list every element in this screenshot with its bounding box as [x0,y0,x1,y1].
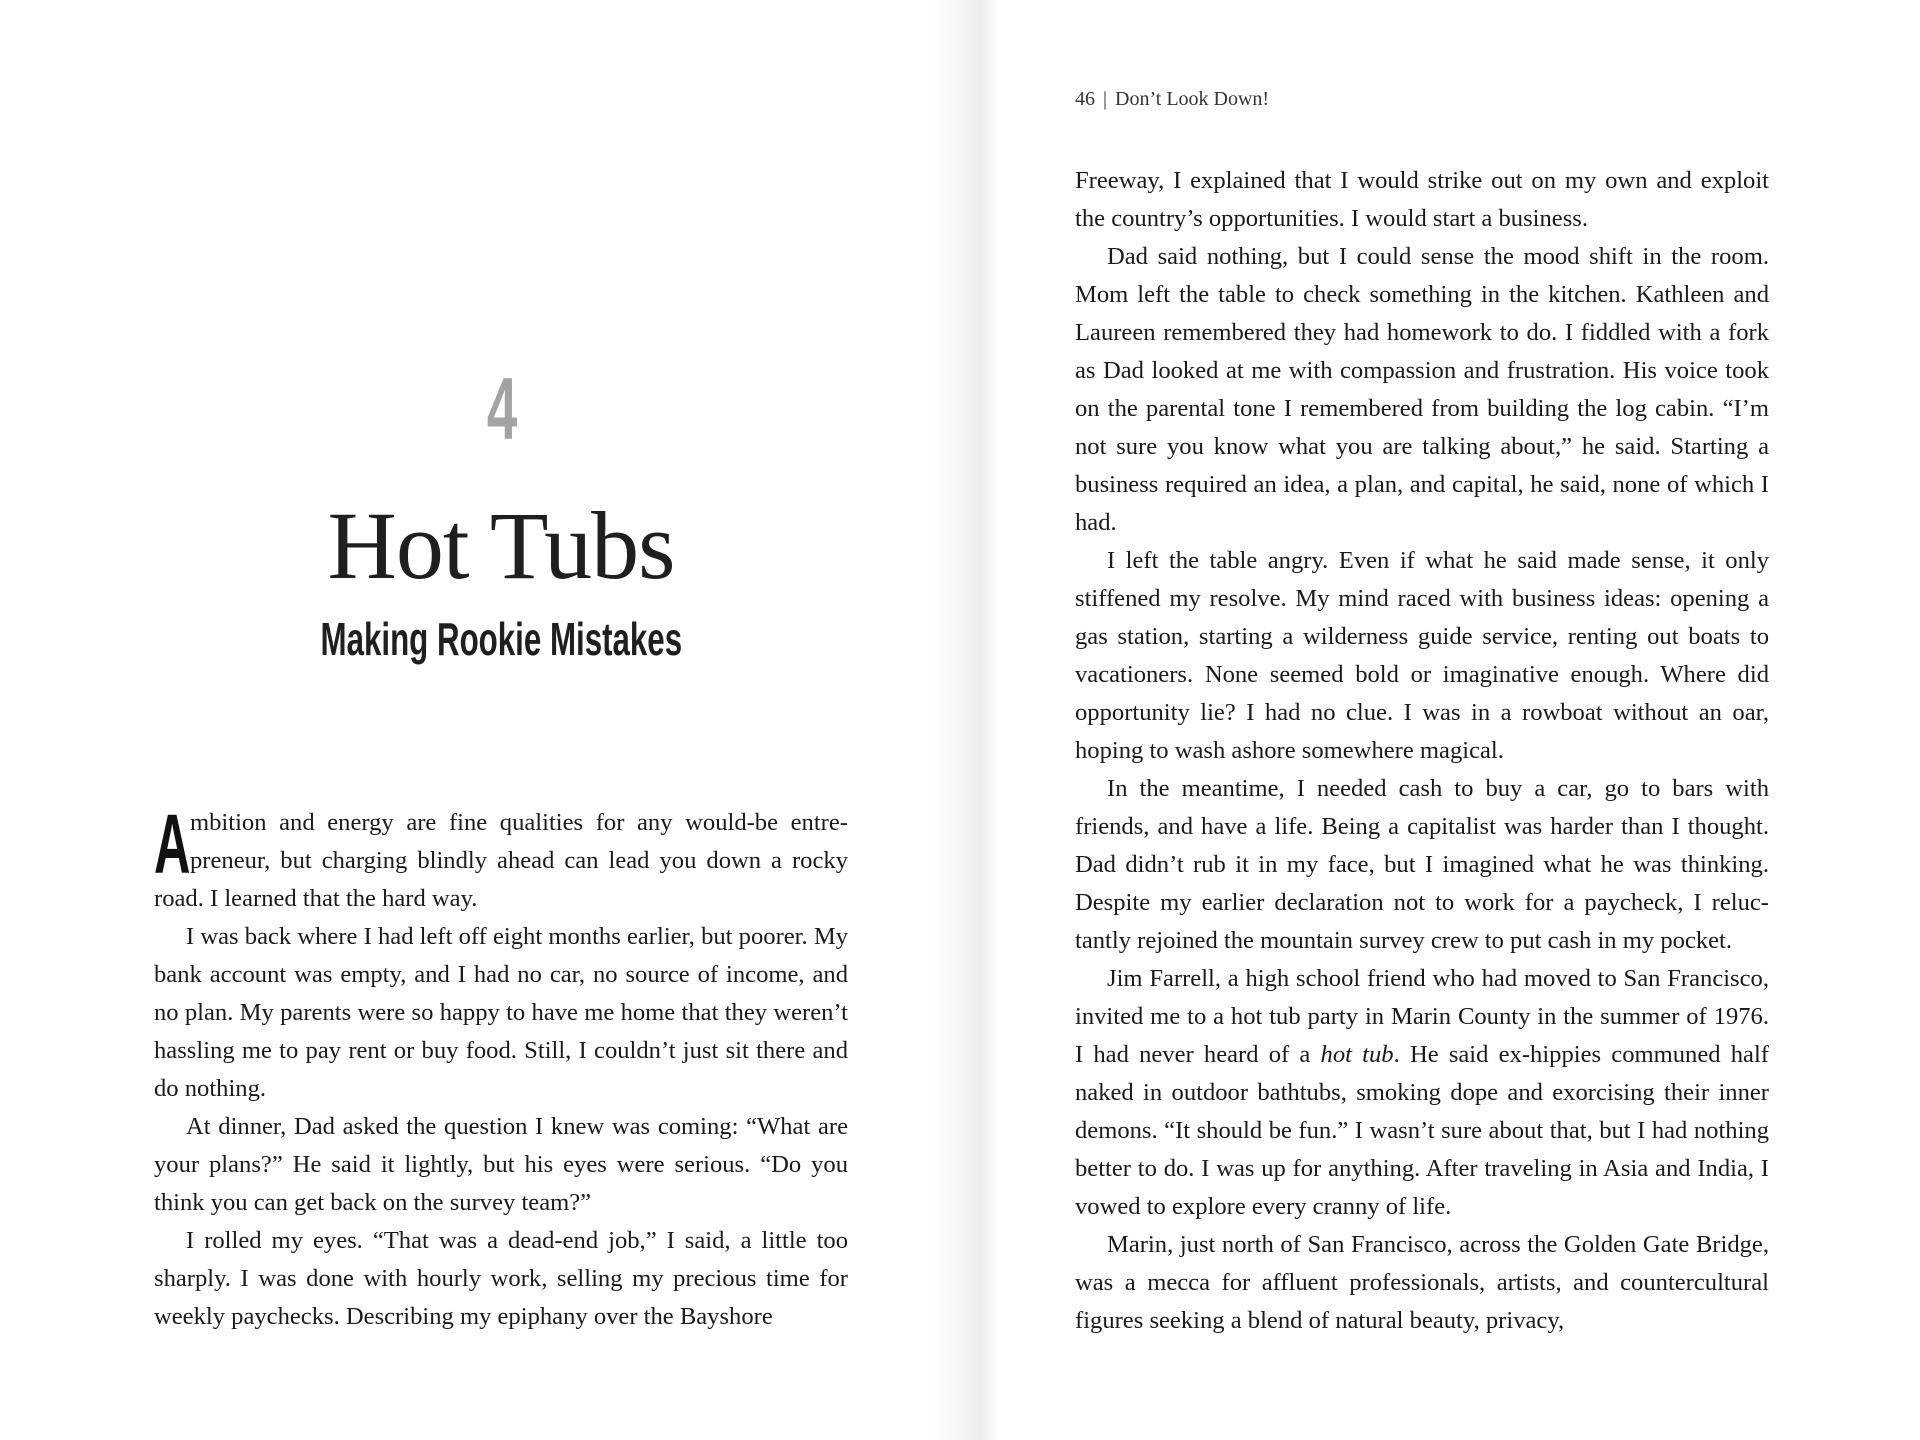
hot-tub-text-before: Jim Farrell, a high school friend who had moved to San Francisco, invited me to a hot tub party in Marin County in the summer of 1976. I had never heard of a [1075,965,1769,1068]
hot-tub-paragraph [1075,960,1769,1226]
right-body-text [1075,162,1769,1340]
left-body-text [154,797,848,1336]
opening-paragraph-text: mbition and energy are fine qualities for any would-be entrepreneur, but charging blindly ahead can lead you down a rocky road. I learned that the hard way. [154,809,848,912]
paragraph: Marin, just north of San Francisco, across the Golden Gate Bridge, was a mecca for affluent professionals, artists, and countercultural figures seeking a blend of natural beauty, privacy, [1075,1231,1769,1334]
paragraph: Dad said nothing, but I could sense the mood shift in the room. Mom left the table to check something in the kitchen. Kathleen and Laureen remembered they had homework to do. I fiddled with a fork as Dad looked at me with compassion and frustration. His voice took on the parental tone I remembered from building the log cabin. “I’m not sure you know what you are talking about,” he said. Starting a business required an idea, a plan, and capital, he said, none of which I had. [1075,243,1769,536]
left-page [0,0,950,1440]
paragraph: At dinner, Dad asked the question I knew was coming: “What are your plans?” He said it lightly, but his eyes were serious. “Do you think you can get back on the survey team?” [154,1113,848,1216]
continued-paragraph: Freeway, I explained that I would strike out on my own and exploit the country’s opportunities. I would start a business. [1075,167,1769,232]
drop-cap: A [154,797,191,891]
chapter-subtitle: Making Rookie Mistakes [320,613,683,665]
running-head [1075,88,1269,111]
chapter-title: Hot Tubs [327,492,675,599]
running-title: Don’t Look Down! [1115,88,1270,110]
opening-paragraph [154,797,848,918]
hot-tub-text-after: . He said ex-hippies communed half naked in outdoor bathtubs, smoking dope and exorcising their inner demons. “It should be fun.” I wasn’t sure about that, but I had nothing better to do. I was up for anything. After traveling in Asia and India, I vowed to explore every cranny of life. [1075,1041,1769,1220]
paragraph: I was back where I had left off eight months earlier, but poorer. My bank account was empty, and I had no car, no source of income, and no plan. My parents were so happy to have me home that they weren’t hassling me to pay rent or buy food. Still, I couldn’t just sit there and do nothing. [154,923,848,1102]
hot-tub-emphasis: hot tub [1320,1041,1394,1068]
chapter-number: 4 [486,359,516,458]
page-number: 46 [1075,88,1095,110]
paragraph: I left the table angry. Even if what he said made sense, it only stiffened my resolve. My mind raced with business ideas: opening a gas station, starting a wilderness guide service, renting out boats to vacationers. None seemed bold or imaginative enough. Where did opportunity lie? I had no clue. I was in a rowboat without an oar, hoping to wash ashore somewhere magical. [1075,547,1769,764]
paragraph: I rolled my eyes. “That was a dead-end job,” I said, a little too sharply. I was done with hourly work, selling my precious time for weekly paychecks. Describing my epiphany over the Bayshore [154,1227,848,1330]
running-head-separator: | [1103,88,1108,110]
paragraph: In the meantime, I needed cash to buy a car, go to bars with friends, and have a life. Being a capitalist was harder than I thought. Dad didn’t rub it in my face, but I imagined what he was thinking. Despite my earlier declaration not to work for a paycheck, I reluctantly rejoined the mountain survey crew to put cash in my pocket. [1075,775,1769,954]
